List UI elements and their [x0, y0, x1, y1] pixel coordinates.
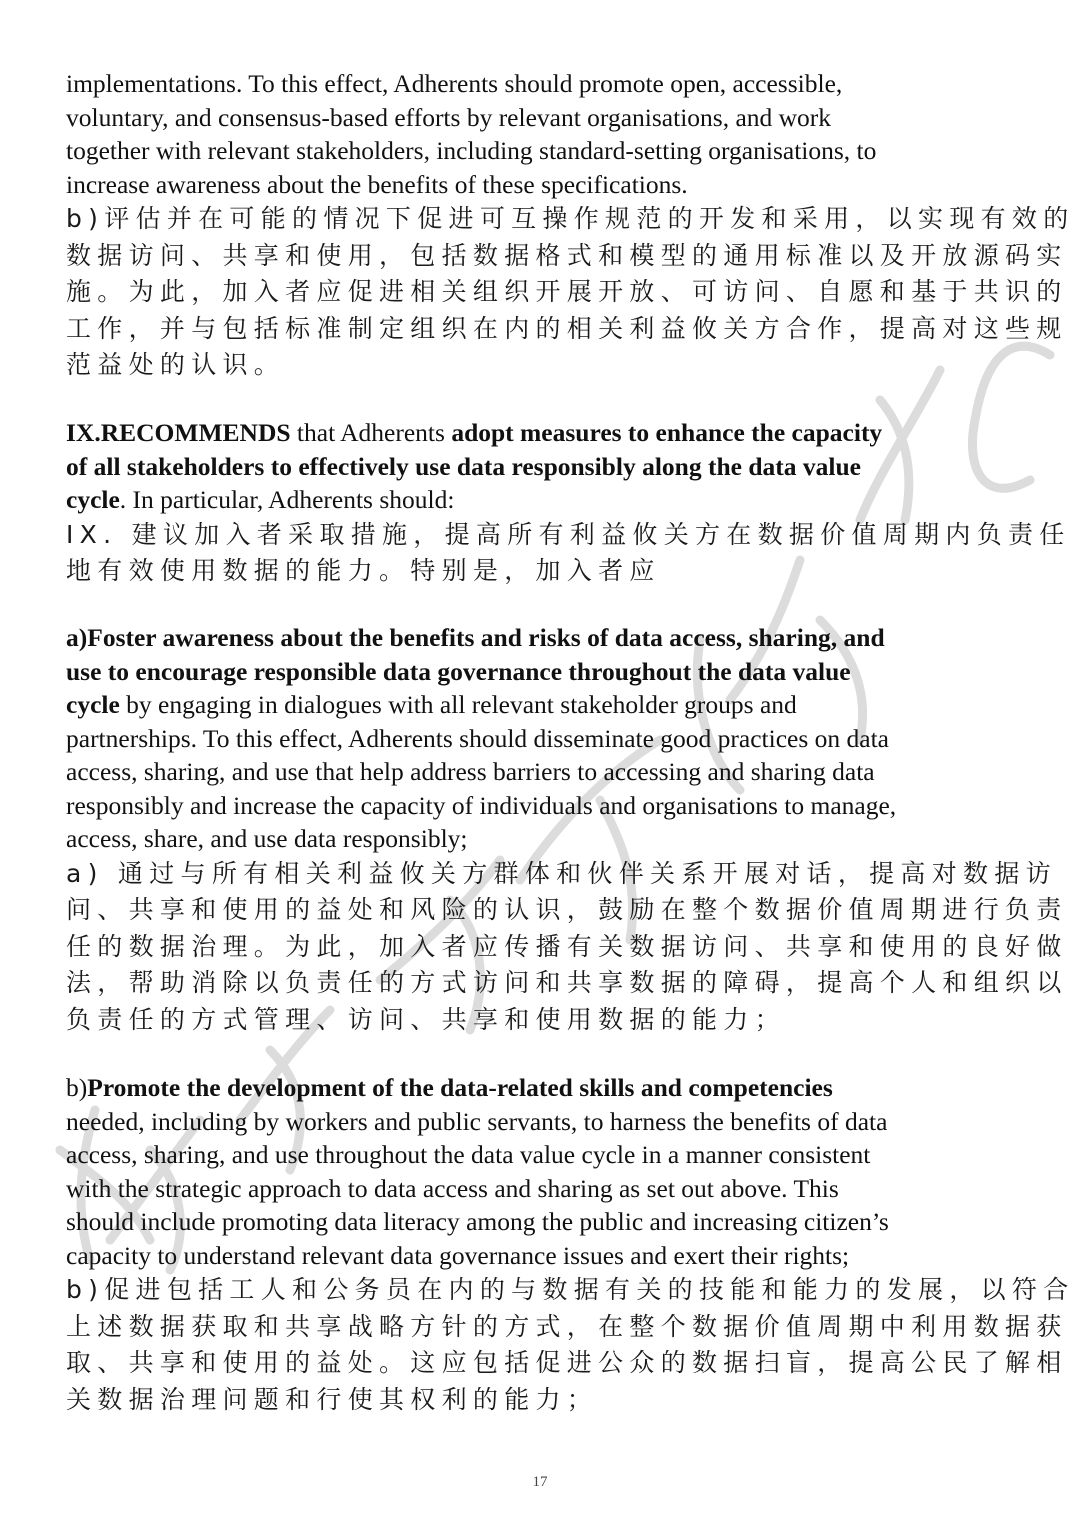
item-a-heading-end: cycle: [66, 690, 120, 719]
item-a-en-line: access, share, and use data responsibly;: [66, 824, 468, 853]
recommendation-ix-section: [66, 416, 1071, 590]
ix-zh-line: 地有效使用数据的能力。特别是，加入者应: [66, 556, 661, 585]
ix-line: [66, 483, 1026, 517]
intro-en-line: increase awareness about the benefits of these specifications.: [66, 169, 688, 199]
item-b-zh-line: 上述数据获取和共享战略方针的方式，在整个数据价值周期中利用数据获: [66, 1311, 1068, 1341]
ix-heading-emphasis: adopt measures to enhance the capacity: [451, 418, 883, 447]
item-a-zh-line: 问、共享和使用的益处和风险的认识，鼓励在整个数据价值周期进行负责: [66, 895, 1068, 924]
item-a-heading: a)Foster awareness about the benefits and risks of data access, sharing, and: [66, 623, 885, 652]
ix-heading-text: that Adherents: [290, 418, 452, 447]
item-a-zh-line: 任的数据治理。为此，加入者应传播有关数据访问、共享和使用的良好做: [66, 931, 1068, 961]
item-b-zh-line: b)促进包括工人和公务员在内的与数据有关的技能和能力的发展，以符合: [66, 1275, 1075, 1304]
item-a-en-line: partnerships. To this effect, Adherents should disseminate good practices on data: [66, 723, 889, 753]
page-number: 17: [532, 1474, 548, 1490]
item-a-heading-cont: use to encourage responsible data governance throughout the data value: [66, 656, 851, 686]
intro-zh-line: b)评估并在可能的情况下促进可互操作规范的开发和采用，以实现有效的: [66, 204, 1075, 233]
ix-zh-line: IX. 建议加入者采取措施，提高所有利益攸关方在数据价值周期内负责任: [66, 519, 1071, 549]
intro-section: [66, 67, 1075, 384]
item-b-en-line: access, sharing, and use throughout the data value cycle in a manner consistent: [66, 1140, 871, 1169]
item-a-zh-line: 负责任的方式管理、访问、共享和使用数据的能力；: [66, 1004, 786, 1034]
item-b-zh-line: 关数据治理问题和行使其权利的能力；: [66, 1384, 599, 1414]
item-a-line-text: by engaging in dialogues with all relevant stakeholder groups and: [119, 690, 797, 719]
intro-zh-line: 数据访问、共享和使用，包括数据格式和模型的通用标准以及开放源码实: [66, 240, 1068, 270]
item-a-section: [66, 621, 1068, 1038]
item-b-en-line: needed, including by workers and public servants, to harness the benefits of data: [66, 1106, 888, 1136]
item-b-en-line: capacity to understand relevant data governance issues and exert their rights;: [66, 1240, 850, 1270]
intro-zh-line: 施。为此，加入者应促进相关组织开展开放、可访问、自愿和基于共识的: [66, 277, 1068, 306]
item-a-en-line: access, sharing, and use that help address barriers to accessing and sharing data: [66, 757, 875, 786]
ix-emphasis-line: of all stakeholders to effectively use data responsibly along the data value: [66, 451, 861, 481]
ix-emphasis-end: cycle: [66, 485, 120, 514]
intro-en-line: together with relevant stakeholders, including standard-setting organisations, to: [66, 136, 877, 165]
ix-heading-label: IX.RECOMMENDS: [66, 418, 291, 447]
item-a-zh-line: a) 通过与所有相关利益攸关方群体和伙伴关系开展对话，提高对数据访: [66, 858, 1057, 888]
item-b-zh-line: 取、共享和使用的益处。这应包括促进公众的数据扫盲，提高公民了解相: [66, 1348, 1068, 1377]
intro-en-line: voluntary, and consensus-based efforts by relevant organisations, and work: [66, 102, 832, 132]
intro-zh-line: 范益处的认识。: [66, 350, 286, 379]
ix-line-text: . In particular, Adherents should:: [119, 485, 455, 514]
item-b-en-line: with the strategic approach to data access and sharing as set out above. This: [66, 1173, 839, 1203]
item-b-prefix: b): [66, 1073, 88, 1102]
item-a-en-line: responsibly and increase the capacity of individuals and organisations to manage,: [66, 790, 897, 820]
item-b-heading-line: [66, 1071, 1026, 1105]
ix-heading-line: [66, 416, 1026, 450]
item-a-zh-line: 法，帮助消除以负责任的方式访问和共享数据的障碍，提高个人和组织以: [66, 968, 1068, 997]
intro-zh-line: 工作，并与包括标准制定组织在内的相关利益攸关方合作，提高对这些规: [66, 313, 1068, 343]
item-b-section: [66, 1071, 1075, 1418]
intro-en-line: implementations. To this effect, Adherents should promote open, accessible,: [66, 69, 843, 98]
item-b-heading: Promote the development of the data-related skills and competencies: [87, 1073, 833, 1102]
item-b-en-line: should include promoting data literacy among the public and increasing citizen’s: [66, 1207, 889, 1236]
item-a-line: [66, 688, 1026, 722]
